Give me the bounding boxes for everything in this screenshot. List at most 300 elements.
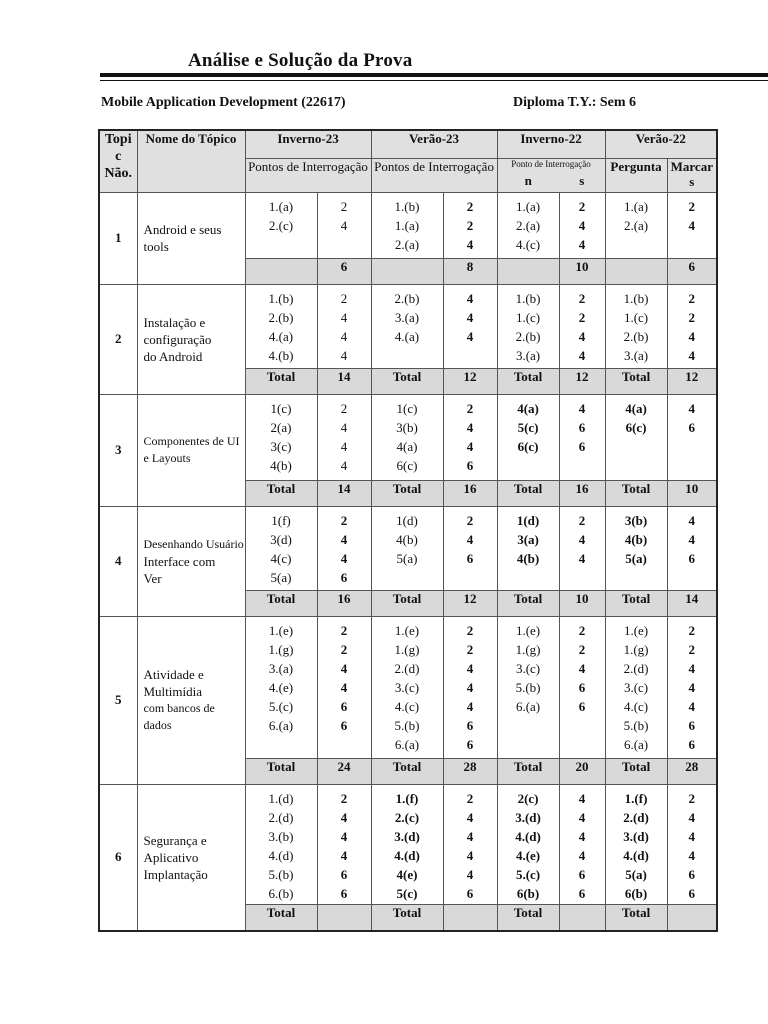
question-item: 2.(a) [623,217,649,233]
marks-item: 4 [688,217,696,233]
marks-list-s23 [443,616,497,758]
topic-row [99,784,717,904]
question-item: 3.(a) [268,660,294,676]
marks-item: 6 [578,679,586,695]
marks-item: 2 [340,400,348,416]
marks-item: 6 [340,866,348,882]
question-item: 1.(c) [515,309,541,325]
question-item: 1(d) [516,512,540,528]
question-item: 5(a) [270,569,292,585]
total-value-s22: 28 [667,758,717,784]
question-item: 1.(g) [394,641,420,657]
header-sub-w22 [497,158,605,192]
total-label-s22: Total [605,904,667,931]
question-item: 3(c) [270,438,292,454]
marks-item: 4 [340,309,348,325]
total-label-s22: Total [605,480,667,506]
question-item: 5.(b) [623,717,649,733]
subject-name: Mobile Application Development (22617) [101,95,346,110]
total-value-s23: 12 [443,590,497,616]
question-list-w22 [497,192,559,258]
question-list-s23 [371,192,443,258]
total-label-w23: Total [245,368,317,394]
question-item: 2.(d) [394,660,420,676]
header-sub-w22-top: Ponto de Interrogação [511,158,591,169]
topic-row [99,192,717,258]
total-value-w23: 24 [317,758,371,784]
total-label-s23: Total [371,480,443,506]
topic-name-line: Multimídia [143,684,202,699]
marks-item: 2 [578,198,586,214]
marks-item: 2 [578,641,586,657]
header-sub-w22-left: n [524,172,532,188]
total-label-s22: Total [605,368,667,394]
question-item: 6(b) [516,885,540,901]
question-item: 4(c) [270,550,292,566]
question-item: 1.(a) [623,198,649,214]
question-item: 4.(c) [623,698,649,714]
marks-list-w22 [559,506,605,590]
total-value-s22: 12 [667,368,717,394]
question-item: 4(e) [396,866,418,882]
question-item: 2.(b) [623,328,649,344]
marks-item: 4 [340,550,348,566]
marks-item: 2 [688,290,696,306]
topic-name-line: com bancos de dados [143,701,215,732]
question-item: 6(c) [517,438,539,454]
question-item: 1.(e) [515,622,541,638]
marks-item: 4 [578,847,586,863]
question-item: 4.(d) [515,828,541,844]
marks-item: 2 [688,790,696,806]
marks-item: 2 [688,309,696,325]
total-label-s23: Total [371,590,443,616]
question-item: 6.(a) [268,717,294,733]
total-label-w22: Total [497,480,559,506]
topic-name-line: Componentes de UI [143,434,240,448]
question-item: 6(b) [624,885,648,901]
question-item: 1(f) [271,512,291,528]
topic-name-line: do Android [143,348,203,364]
total-label-s22 [605,258,667,284]
question-item: 3.(d) [394,828,420,844]
question-item: 4.(b) [268,347,294,363]
total-value-w22: 12 [559,368,605,394]
question-item: 4.(d) [268,847,294,863]
question-item: 3.(c) [394,679,420,695]
marks-item: 6 [340,885,348,901]
question-list-s23 [371,506,443,590]
marks-item: 4 [688,512,696,528]
header-exam-s22: Verão-22 [605,130,717,158]
marks-item: 4 [340,660,348,676]
diploma-label: Diploma T.Y.: Sem 6 [513,95,637,110]
topic-number: 5 [99,616,137,784]
question-item: 3.(d) [623,828,649,844]
topic-name-line: configuração [143,331,212,347]
topic-name-line: Atividade e [143,667,204,682]
marks-item: 6 [466,736,474,752]
marks-list-s23 [443,784,497,904]
topic-row [99,616,717,758]
total-value-w23: 16 [317,590,371,616]
total-label-w23: Total [245,480,317,506]
topic-name-line: Desenhando Usuário [143,536,244,551]
marks-item: 4 [688,347,696,363]
marks-item: 2 [340,290,348,306]
total-value-w22: 10 [559,258,605,284]
total-label-w23: Total [245,904,317,931]
marks-list-s22 [667,192,717,258]
question-item: 5(a) [625,866,647,882]
marks-item: 2 [466,217,474,233]
total-label-w22 [497,258,559,284]
question-item: 5.(c) [268,698,294,714]
question-list-s23 [371,284,443,368]
marks-item: 4 [340,217,348,233]
question-item: 4.(c) [394,698,420,714]
header-exam-s23: Verão-23 [371,130,497,158]
marks-item: 4 [578,236,586,252]
topic-name-line: Aplicativo [143,849,199,865]
marks-item: 6 [466,885,474,901]
topic-name [137,284,245,394]
question-item: 3(d) [270,531,292,547]
question-item: 3(a) [517,531,539,547]
marks-list-w22 [559,394,605,480]
exam-analysis-table [98,129,718,932]
marks-item: 4 [688,698,696,714]
marks-item: 2 [466,622,474,638]
question-list-w23 [245,616,317,758]
header-topic-no [99,130,137,192]
question-list-w22 [497,394,559,480]
marks-item: 6 [340,717,348,733]
question-list-s22 [605,506,667,590]
question-item: 2.(d) [623,809,649,825]
total-value-s23: 28 [443,758,497,784]
marks-item: 4 [688,531,696,547]
question-item: 4(b) [624,531,648,547]
marks-item: 2 [340,512,348,528]
total-value-s22: 6 [667,258,717,284]
marks-item: 4 [466,309,474,325]
marks-item: 4 [578,400,586,416]
question-item: 3.(a) [515,347,541,363]
marks-item: 2 [578,309,586,325]
question-item: 1.(a) [394,217,420,233]
marks-item: 4 [466,660,474,676]
marks-item: 2 [466,641,474,657]
marks-item: 2 [578,622,586,638]
marks-list-w22 [559,192,605,258]
marks-item: 4 [340,847,348,863]
topic-name-line: Instalação e [143,314,206,330]
topic-name-line: Segurança e [143,832,207,848]
marks-item: 2 [340,198,348,214]
document-title: Análise e Solução da Prova [188,50,413,71]
question-item: 2.(b) [268,309,294,325]
question-item: 1.(g) [623,641,649,657]
question-list-w23 [245,784,317,904]
marks-list-s23 [443,284,497,368]
marks-list-w22 [559,284,605,368]
topic-name-line: Android e seus [143,222,222,237]
question-item: 5.(b) [268,866,294,882]
topic-number: 3 [99,394,137,506]
marks-list-s23 [443,192,497,258]
header-topic-no-line: c Não. [104,149,133,181]
total-label-s23: Total [371,904,443,931]
marks-item: 6 [466,717,474,733]
marks-item: 6 [688,419,696,435]
total-value-s23: 16 [443,480,497,506]
total-label-s22: Total [605,758,667,784]
marks-item: 2 [466,790,474,806]
marks-item: 6 [688,866,696,882]
question-item: 3(b) [624,512,648,528]
question-list-s23 [371,394,443,480]
marks-item: 4 [688,847,696,863]
marks-item: 4 [340,809,348,825]
marks-list-w23 [317,284,371,368]
question-item: 1.(e) [268,622,294,638]
topic-name [137,616,245,784]
marks-item: 4 [466,419,474,435]
question-item: 4(a) [625,400,647,416]
question-list-s22 [605,284,667,368]
marks-item: 2 [688,641,696,657]
header-exam-w22: Inverno-22 [497,130,605,158]
total-value-w22 [559,904,605,931]
question-list-s23 [371,616,443,758]
marks-item: 4 [578,809,586,825]
topic-name-line: tools [143,239,169,254]
total-value-w22: 16 [559,480,605,506]
question-item: 1.(e) [394,622,420,638]
question-list-s23 [371,784,443,904]
marks-item: 6 [578,866,586,882]
marks-item: 6 [578,698,586,714]
topic-row [99,506,717,590]
question-list-w23 [245,506,317,590]
header-topic-name: Nome do Tópico [137,130,245,192]
marks-item: 4 [578,328,586,344]
topic-name-line: e Layouts [143,451,191,465]
topic-name-line: Ver [143,570,162,586]
topic-name [137,784,245,931]
marks-item: 6 [578,885,586,901]
question-list-w22 [497,284,559,368]
marks-item: 4 [466,531,474,547]
marks-item: 4 [466,438,474,454]
marks-list-s22 [667,506,717,590]
question-item: 5(c) [396,885,418,901]
question-item: 2(c) [517,790,539,806]
marks-item: 4 [578,347,586,363]
marks-item: 6 [340,569,348,585]
marks-item: 4 [688,328,696,344]
total-value-w23: 6 [317,258,371,284]
question-item: 3.(b) [268,828,294,844]
question-item: 2.(a) [394,236,420,252]
header-sub-s22-left: Pergunta [605,158,667,192]
question-item: 3.(a) [623,347,649,363]
question-item: 1(d) [396,512,418,528]
question-item: 6.(b) [268,885,294,901]
marks-item: 4 [340,347,348,363]
total-label-w22: Total [497,904,559,931]
marks-item: 4 [340,438,348,454]
question-item: 1.(a) [515,198,541,214]
total-label-w23: Total [245,758,317,784]
question-item: 1(c) [396,400,418,416]
marks-list-s23 [443,394,497,480]
marks-item: 4 [340,828,348,844]
marks-item: 6 [578,438,586,454]
marks-item: 4 [340,457,348,473]
question-item: 1.(f) [395,790,419,806]
question-item: 3.(c) [515,660,541,676]
marks-item: 2 [466,512,474,528]
question-item: 4(a) [517,400,539,416]
marks-item: 4 [578,531,586,547]
marks-list-s23 [443,506,497,590]
marks-item: 4 [688,828,696,844]
question-item: 6.(a) [394,736,420,752]
marks-item: 4 [340,679,348,695]
marks-list-w22 [559,616,605,758]
question-item: 2(a) [270,419,292,435]
topic-row [99,394,717,480]
question-item: 2.(b) [394,290,420,306]
title-rule-thin [100,80,768,81]
question-item: 3.(c) [623,679,649,695]
marks-item: 2 [688,622,696,638]
total-label-s23: Total [371,758,443,784]
marks-item: 4 [578,550,586,566]
total-label-w22: Total [497,368,559,394]
marks-item: 2 [578,512,586,528]
total-label-s22: Total [605,590,667,616]
question-item: 6.(a) [623,736,649,752]
topic-name [137,192,245,284]
marks-list-s22 [667,394,717,480]
header-topic-no-line: Topi [104,132,132,147]
marks-item: 4 [466,828,474,844]
question-item: 1.(e) [623,622,649,638]
marks-item: 6 [578,419,586,435]
marks-item: 4 [578,790,586,806]
marks-item: 4 [466,698,474,714]
total-value-s23: 8 [443,258,497,284]
question-list-s22 [605,784,667,904]
total-label-s23: Total [371,368,443,394]
question-list-w23 [245,192,317,258]
marks-item: 4 [340,531,348,547]
marks-item: 4 [688,660,696,676]
question-item: 4(a) [396,438,418,454]
total-label-w22: Total [497,758,559,784]
marks-item: 6 [688,717,696,733]
question-item: 4.(a) [268,328,294,344]
topic-number: 2 [99,284,137,394]
question-item: 6(c) [396,457,418,473]
marks-list-w23 [317,784,371,904]
topic-row [99,284,717,368]
question-item: 4(b) [270,457,292,473]
question-item: 1.(a) [268,198,294,214]
header-sub-s23: Pontos de Interrogação [371,158,497,192]
marks-item: 6 [466,457,474,473]
question-item: 5.(c) [515,866,541,882]
marks-item: 2 [340,641,348,657]
question-item: 5.(b) [394,717,420,733]
marks-item: 2 [466,400,474,416]
question-list-w23 [245,394,317,480]
total-value-s22: 14 [667,590,717,616]
question-item: 2.(c) [268,217,294,233]
question-list-s22 [605,394,667,480]
marks-item: 4 [578,660,586,676]
question-item: 2.(c) [394,809,420,825]
question-item: 3.(a) [394,309,420,325]
question-item: 1(c) [270,400,292,416]
total-value-s23 [443,904,497,931]
question-item: 4.(c) [515,236,541,252]
marks-item: 2 [466,198,474,214]
marks-item: 4 [466,290,474,306]
question-list-s22 [605,192,667,258]
topic-name [137,394,245,506]
marks-item: 4 [466,679,474,695]
question-item: 5(c) [517,419,539,435]
marks-item: 2 [578,290,586,306]
marks-list-s22 [667,616,717,758]
topic-name-line: Interface com [143,553,216,569]
marks-item: 2 [340,622,348,638]
marks-item: 6 [340,698,348,714]
question-item: 1.(b) [268,290,294,306]
question-item: 4.(e) [268,679,294,695]
question-item: 4.(e) [515,847,541,863]
question-list-w22 [497,616,559,758]
question-item: 5.(b) [515,679,541,695]
total-value-s22 [667,904,717,931]
marks-item: 6 [466,550,474,566]
marks-item: 6 [688,885,696,901]
header-exam-w23: Inverno-23 [245,130,371,158]
question-item: 4.(d) [623,847,649,863]
question-list-w22 [497,784,559,904]
header-sub-w22-right: s [579,172,585,188]
question-item: 1.(b) [394,198,420,214]
question-item: 4(b) [516,550,540,566]
marks-item: 6 [688,736,696,752]
question-list-s22 [605,616,667,758]
question-item: 1.(g) [268,641,294,657]
total-label-w23: Total [245,590,317,616]
total-label-w22: Total [497,590,559,616]
marks-list-s22 [667,784,717,904]
marks-list-s22 [667,284,717,368]
question-list-w23 [245,284,317,368]
header-sub-s22-right [667,158,717,192]
question-item: 1.(b) [623,290,649,306]
topic-number: 4 [99,506,137,616]
marks-item: 4 [688,679,696,695]
marks-item: 4 [340,419,348,435]
